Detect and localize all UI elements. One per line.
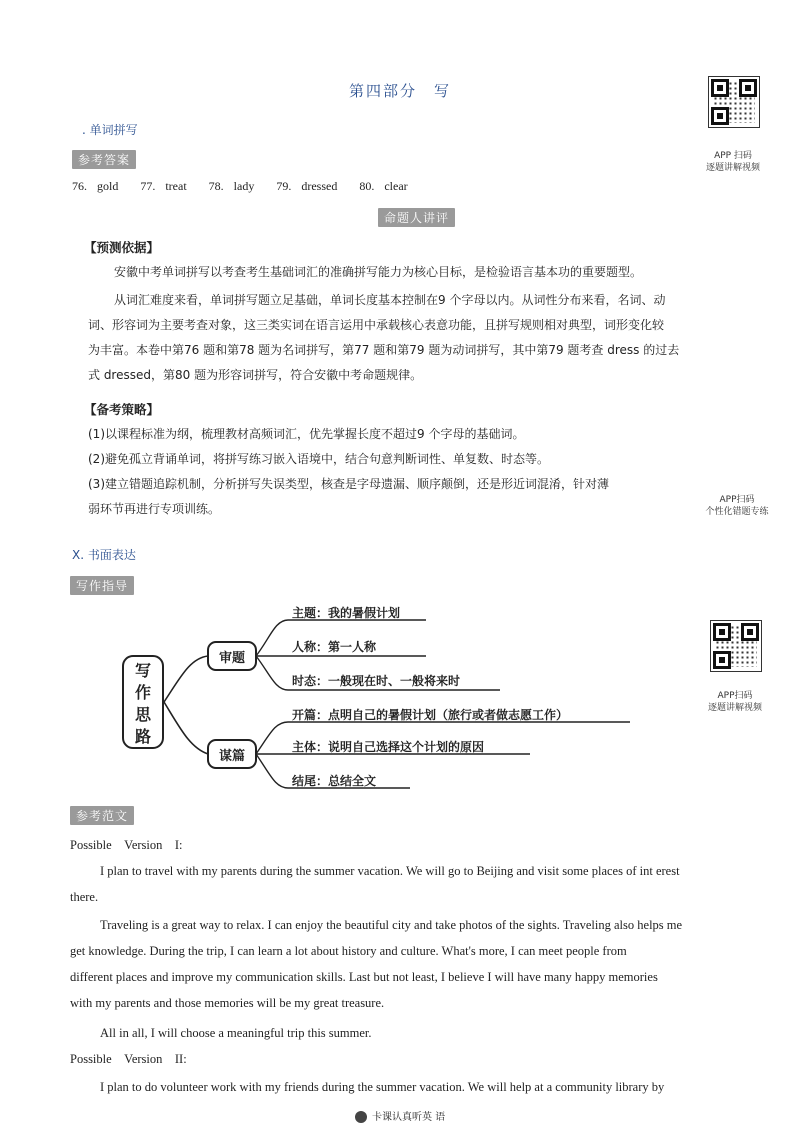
qr-caption: APP扫码 逐题讲解视频 — [707, 691, 762, 713]
strategy-list: (1)以课程标准为纲，梳理教材高频词汇，优先掌握长度不超过9 个字母的基础词。 (2)避免孤立背诵单词，将拼写练习嵌入语境中，结合句意判断词性、单复数、时态等。 (3)建立错题追踪机制，分析拼写失误类型，核查是字母遗漏、顺序颠倒，还是形近词混淆，针对薄 弱环节再进行专项训练。 — [88, 427, 610, 516]
mindmap-leaf: 主体：说明自己选择这个计划的原因 — [292, 740, 485, 754]
answer-item: 79. dressed — [276, 179, 338, 193]
mindmap-branch-label: 审题 — [218, 651, 245, 666]
basis-paragraph-2: 从词汇难度来看，单词拼写题立足基础，单词长度基本控制在9 个字母以内。从词性分布来看，名词、动 词、形容词为主要考查对象，这三类实词在语言运用中承载核心表意功能，且拼写规则相对典型，词形变化较 为丰富。本卷中第76 题和第78 题为名词拼写，第77 题和第79 题为动词拼写，其中第79 题考查 dress 的过去 式 dressed，第80 题为形容词拼写，符合安徽中考命题规律。 — [88, 293, 680, 382]
mindmap-leaf: 时态：一般现在时、一般将来时 — [292, 674, 461, 688]
mindmap-leaf: 开篇：点明自己的暑假计划（旅行或者做志愿工作） — [292, 708, 569, 722]
page-title: 第四部分 写 — [348, 82, 451, 100]
footer-logo-text: 卡课认真听英 语 — [0, 1108, 800, 1123]
mindmap-branch-label: 谋篇 — [218, 749, 245, 764]
version-1-label: Possible Version I: — [70, 838, 183, 852]
mindmap-leaf: 人称：第一人称 — [292, 640, 377, 654]
mindmap-root-label: 写作思路 — [134, 661, 151, 746]
qr-code-icon[interactable] — [708, 76, 760, 128]
version-2-paragraph-1: I plan to do volunteer work with my friends during the summer vacation. We will help at a community library by — [100, 1080, 665, 1094]
answer-item: 76. gold — [72, 179, 119, 193]
guide-tag: 写作指导 — [70, 576, 134, 595]
version-1-paragraph-2: Traveling is a great way to relax. I can enjoy the beautiful city and take photos of the sights. Traveling also helps me get knowledge. During the trip, I can learn a lot about history and culture. What's more, I can meet people from different places and improve my communication skills. Last but not least, I believe I will have many happy memories with my parents and those memories will be my great treasure. — [70, 918, 683, 1010]
mindmap-leaf: 结尾：总结全文 — [292, 774, 377, 788]
commentary-tag: 命题人讲评 — [378, 208, 455, 227]
qr-caption: APP 扫码 逐题讲解视频 — [705, 151, 760, 173]
section-heading-spelling: . 单词拼写 — [82, 123, 138, 137]
mascot-icon — [355, 1111, 367, 1123]
answer-item: 80. clear — [359, 179, 408, 193]
mindmap-leaf: 主题：我的暑假计划 — [292, 606, 401, 620]
answer-item: 77. treat — [140, 179, 187, 193]
basis-heading: 【预测依据】 — [84, 240, 160, 255]
basis-paragraph-1: 安徽中考单词拼写以考查考生基础词汇的准确拼写能力为核心目标，是检验语言基本功的重要题型。 — [114, 265, 643, 279]
section-heading-writing: X. 书面表达 — [72, 548, 136, 562]
mindmap-diagram — [120, 598, 640, 798]
answer-tag: 参考答案 — [72, 150, 136, 169]
qr-caption[interactable]: APP扫码 个性化错题专练 — [705, 495, 769, 517]
qr-code-icon[interactable] — [710, 620, 762, 672]
answer-item: 78. lady — [208, 179, 255, 193]
version-2-label: Possible Version II: — [70, 1052, 187, 1066]
version-1-paragraph-1: I plan to travel with my parents during the summer vacation. We will go to Beijing and visit some places of int erest there. — [70, 864, 680, 904]
strategy-heading: 【备考策略】 — [84, 402, 160, 417]
version-1-paragraph-3: All in all, I will choose a meaningful trip this summer. — [100, 1026, 372, 1040]
answer-list — [72, 179, 430, 194]
sample-tag: 参考范文 — [70, 806, 134, 825]
